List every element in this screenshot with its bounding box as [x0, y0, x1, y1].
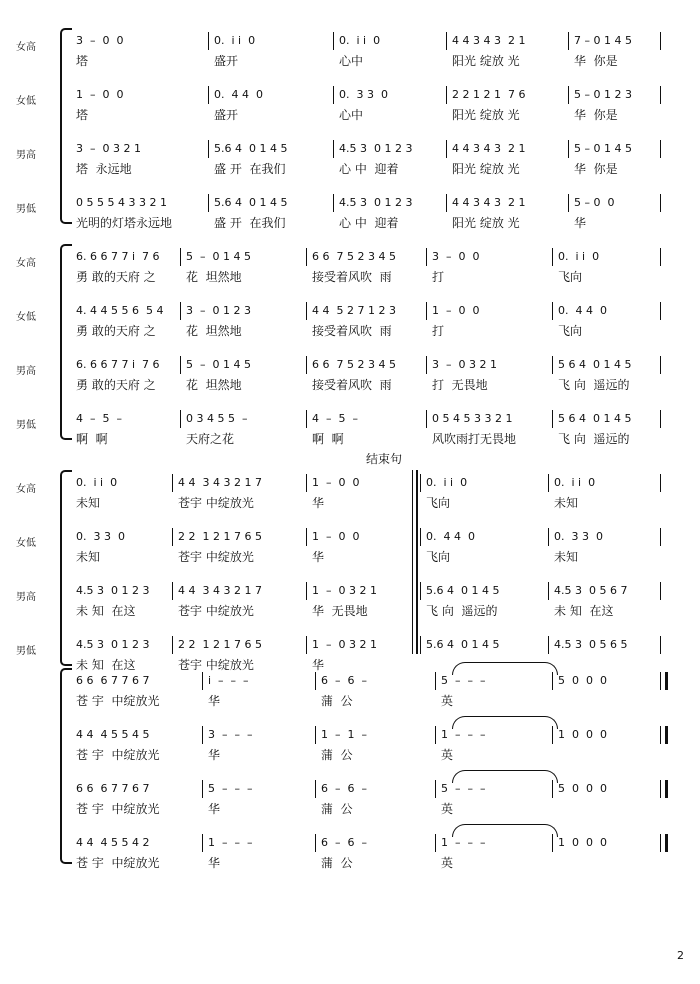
barline [180, 248, 181, 266]
measure-notes: 0. 3 3 0 [554, 530, 603, 543]
measure-lyrics: 啊 啊 [312, 432, 344, 446]
barline [446, 86, 447, 104]
tie-arc [452, 662, 558, 675]
measure-notes: 1 – – – [441, 728, 486, 741]
tie-arc [452, 716, 558, 729]
measure-lyrics: 啊 啊 [76, 432, 108, 446]
barline [660, 636, 661, 654]
measure-notes: 5 – 0 1 4 5 [186, 250, 251, 263]
measure-lyrics: 心中 [339, 54, 364, 68]
measure-lyrics: 英 [441, 802, 454, 816]
barline [202, 780, 203, 798]
barline [435, 672, 436, 690]
measure-lyrics: 飞向 [426, 496, 451, 510]
barline [568, 32, 569, 50]
measure-lyrics: 蒲 公 [321, 748, 353, 762]
measure-lyrics: 打 [432, 324, 445, 338]
barline [446, 32, 447, 50]
measure-notes: 4 4 3 4 3 2 1 7 [178, 584, 262, 597]
measure-notes: 3 – – – [208, 728, 253, 741]
barline [306, 302, 307, 320]
barline [333, 194, 334, 212]
barline [426, 410, 427, 428]
measure-notes: 4 – 5 – [76, 412, 122, 425]
measure-notes: 0. 4 4 0 [558, 304, 607, 317]
barline [180, 410, 181, 428]
measure-lyrics: 盛 开 在我们 [214, 216, 286, 230]
tie-arc [452, 824, 558, 837]
page-number: 2 [677, 949, 684, 962]
measure-notes: 0. i i 0 [426, 476, 468, 489]
voice-label: 女高 [16, 42, 36, 53]
measure-notes: 5 6 4 0 1 4 5 [558, 412, 632, 425]
measure-notes: 5 – 0 0 [574, 196, 615, 209]
voice-label: 女高 [16, 258, 36, 269]
measure-lyrics: 塔 永远地 [76, 162, 132, 176]
measure-lyrics: 未知 [554, 496, 579, 510]
measure-lyrics: 打 无畏地 [432, 378, 488, 392]
measure-lyrics: 花 坦然地 [186, 270, 242, 284]
barline [315, 780, 316, 798]
measure-lyrics: 花 坦然地 [186, 324, 242, 338]
measure-notes: 0. i i 0 [558, 250, 600, 263]
barline [552, 248, 553, 266]
measure-notes: 7 – 0 1 4 5 [574, 34, 632, 47]
measure-lyrics: 未知 [76, 496, 101, 510]
measure-lyrics: 华 [208, 748, 221, 762]
measure-lyrics: 英 [441, 694, 454, 708]
measure-notes: 5 0 0 0 [558, 782, 607, 795]
measure-notes: 4.5 3 0 1 2 3 [339, 142, 413, 155]
barline [548, 582, 549, 600]
barline [446, 194, 447, 212]
barline [208, 32, 209, 50]
measure-notes: 0. 4 4 0 [214, 88, 263, 101]
measure-lyrics: 华 [574, 216, 587, 230]
measure-notes: 1 – 0 0 [312, 476, 360, 489]
measure-notes: 3 – 0 3 2 1 [432, 358, 497, 371]
measure-notes: 0. 3 3 0 [76, 530, 125, 543]
barline [426, 356, 427, 374]
measure-lyrics: 苍宇 中绽放光 [178, 658, 254, 672]
barline [306, 356, 307, 374]
measure-lyrics: 盛开 [214, 108, 239, 122]
barline [420, 636, 421, 654]
barline [660, 780, 668, 798]
measure-notes: 5.6 4 0 1 4 5 [426, 638, 500, 651]
voice-label: 女低 [16, 96, 36, 107]
measure-lyrics: 蒲 公 [321, 802, 353, 816]
barline [446, 140, 447, 158]
voice-label: 男低 [16, 646, 36, 657]
barline [552, 302, 553, 320]
measure-notes: 1 – 0 0 [312, 530, 360, 543]
barline [568, 140, 569, 158]
barline [306, 248, 307, 266]
barline [660, 672, 668, 690]
measure-notes: 0. i i 0 [554, 476, 596, 489]
barline [568, 86, 569, 104]
measure-lyrics: 苍 宇 中绽放光 [76, 694, 160, 708]
measure-lyrics: 苍宇 中绽放光 [178, 550, 254, 564]
barline [333, 140, 334, 158]
measure-notes: 4.5 3 0 1 2 3 [339, 196, 413, 209]
barline [660, 356, 661, 374]
measure-lyrics: 华 你是 [574, 54, 618, 68]
barline [435, 726, 436, 744]
measure-notes: 6 – 6 – [321, 674, 367, 687]
barline [172, 528, 173, 546]
barline [306, 582, 307, 600]
measure-lyrics: 心中 [339, 108, 364, 122]
repeat-barline [412, 470, 418, 654]
measure-lyrics: 接受着风吹 雨 [312, 378, 392, 392]
measure-lyrics: 英 [441, 856, 454, 870]
barline [208, 86, 209, 104]
measure-lyrics: 苍宇 中绽放光 [178, 496, 254, 510]
barline [548, 528, 549, 546]
measure-lyrics: 光明的灯塔永远地 [76, 216, 173, 230]
measure-notes: 5 – 0 1 4 5 [186, 358, 251, 371]
barline [306, 474, 307, 492]
barline [435, 780, 436, 798]
barline [333, 86, 334, 104]
measure-notes: 6. 6 6 7 7 i 7 6 [76, 358, 160, 371]
system-bracket [60, 244, 72, 440]
measure-notes: 0. i i 0 [339, 34, 381, 47]
measure-lyrics: 未 知 在这 [76, 658, 136, 672]
section-label-ending: 结束句 [366, 452, 403, 466]
barline [660, 302, 661, 320]
barline [172, 636, 173, 654]
barline [180, 302, 181, 320]
measure-notes: 1 0 0 0 [558, 728, 607, 741]
barline [568, 194, 569, 212]
voice-label: 女低 [16, 538, 36, 549]
barline [172, 474, 173, 492]
measure-lyrics: 蒲 公 [321, 694, 353, 708]
measure-notes: 4 4 3 4 3 2 1 [452, 34, 526, 47]
measure-lyrics: 勇 敢的天府 之 [76, 378, 156, 392]
measure-notes: 0. 3 3 0 [339, 88, 388, 101]
measure-notes: i – – – [208, 674, 249, 687]
measure-notes: 5 – 0 1 2 3 [574, 88, 632, 101]
barline [315, 726, 316, 744]
measure-notes: 4.5 3 0 5 6 5 [554, 638, 628, 651]
measure-lyrics: 盛开 [214, 54, 239, 68]
measure-notes: 1 – 0 0 [432, 304, 480, 317]
measure-notes: 4. 4 4 5 5 6 5 4 [76, 304, 164, 317]
barline [306, 410, 307, 428]
measure-lyrics: 阳光 绽放 光 [452, 108, 520, 122]
measure-notes: 6 – 6 – [321, 836, 367, 849]
barline [306, 528, 307, 546]
measure-lyrics: 盛 开 在我们 [214, 162, 286, 176]
barline [172, 582, 173, 600]
barline [208, 140, 209, 158]
measure-lyrics: 未知 [76, 550, 101, 564]
measure-notes: 4 4 3 4 3 2 1 7 [178, 476, 262, 489]
measure-notes: 1 – – – [208, 836, 253, 849]
measure-lyrics: 风吹雨打无畏地 [432, 432, 517, 446]
barline [660, 582, 661, 600]
barline [315, 672, 316, 690]
barline [660, 86, 661, 104]
measure-lyrics: 华 [312, 550, 325, 564]
measure-notes: 4.5 3 0 1 2 3 [76, 584, 150, 597]
barline [548, 474, 549, 492]
barline [202, 834, 203, 852]
measure-lyrics: 心 中 迎着 [339, 162, 399, 176]
measure-notes: 1 0 0 0 [558, 836, 607, 849]
barline [660, 410, 661, 428]
measure-notes: 1 – – – [441, 836, 486, 849]
measure-lyrics: 华 [312, 496, 325, 510]
voice-label: 男低 [16, 204, 36, 215]
barline [660, 194, 661, 212]
measure-notes: 2 2 1 2 1 7 6 5 [178, 530, 262, 543]
barline [420, 528, 421, 546]
barline [315, 834, 316, 852]
measure-notes: 2 2 1 2 1 7 6 5 [178, 638, 262, 651]
barline [660, 726, 668, 744]
measure-lyrics: 阳光 绽放 光 [452, 162, 520, 176]
measure-notes: 4 – 5 – [312, 412, 358, 425]
measure-lyrics: 未 知 在这 [76, 604, 136, 618]
barline [180, 356, 181, 374]
measure-notes: 0 5 4 5 3 3 2 1 [432, 412, 513, 425]
measure-notes: 5.6 4 0 1 4 5 [214, 142, 288, 155]
measure-notes: 5 – – – [208, 782, 253, 795]
measure-notes: 0 3 4 5 5 – [186, 412, 248, 425]
measure-lyrics: 阳光 绽放 光 [452, 216, 520, 230]
measure-notes: 0. i i 0 [76, 476, 118, 489]
measure-notes: 6 6 7 5 2 3 4 5 [312, 358, 396, 371]
barline [435, 834, 436, 852]
barline [306, 636, 307, 654]
measure-notes: 5 0 0 0 [558, 674, 607, 687]
measure-lyrics: 未知 [554, 550, 579, 564]
measure-notes: 4 4 4 5 5 4 5 [76, 728, 150, 741]
voice-label: 男高 [16, 366, 36, 377]
measure-lyrics: 蒲 公 [321, 856, 353, 870]
measure-lyrics: 飞向 [426, 550, 451, 564]
measure-notes: 1 – 1 – [321, 728, 367, 741]
measure-notes: 5 – 0 1 4 5 [574, 142, 632, 155]
measure-lyrics: 飞 向 遥远的 [426, 604, 498, 618]
barline [202, 672, 203, 690]
measure-lyrics: 飞 向 遥远的 [558, 432, 630, 446]
measure-lyrics: 勇 敢的天府 之 [76, 270, 156, 284]
measure-lyrics: 天府之花 [186, 432, 235, 446]
measure-lyrics: 华 你是 [574, 108, 618, 122]
barline [552, 356, 553, 374]
measure-lyrics: 勇 敢的天府 之 [76, 324, 156, 338]
barline [552, 410, 553, 428]
barline [202, 726, 203, 744]
measure-lyrics: 接受着风吹 雨 [312, 270, 392, 284]
barline [426, 302, 427, 320]
measure-notes: 6 6 6 7 7 6 7 [76, 674, 150, 687]
measure-lyrics: 飞 向 遥远的 [558, 378, 630, 392]
measure-lyrics: 苍 宇 中绽放光 [76, 748, 160, 762]
measure-notes: 1 – 0 3 2 1 [312, 584, 377, 597]
measure-lyrics: 心 中 迎着 [339, 216, 399, 230]
measure-notes: 4 4 4 5 5 4 2 [76, 836, 150, 849]
barline [660, 528, 661, 546]
system-bracket [60, 470, 72, 666]
measure-notes: 0. 4 4 0 [426, 530, 475, 543]
measure-notes: 5 – – – [441, 674, 486, 687]
measure-lyrics: 苍宇 中绽放光 [178, 604, 254, 618]
measure-notes: 2 2 1 2 1 7 6 [452, 88, 526, 101]
measure-lyrics: 华 [208, 694, 221, 708]
measure-notes: 3 – 0 0 [76, 34, 124, 47]
system-bracket [60, 28, 72, 224]
measure-lyrics: 花 坦然地 [186, 378, 242, 392]
measure-notes: 6 6 6 7 7 6 7 [76, 782, 150, 795]
measure-notes: 4.5 3 0 1 2 3 [76, 638, 150, 651]
measure-lyrics: 未 知 在这 [554, 604, 614, 618]
tie-arc [452, 770, 558, 783]
measure-notes: 4 4 3 4 3 2 1 [452, 196, 526, 209]
measure-notes: 1 – 0 0 [76, 88, 124, 101]
measure-lyrics: 飞向 [558, 324, 583, 338]
measure-notes: 5 6 4 0 1 4 5 [558, 358, 632, 371]
system-bracket [60, 668, 72, 864]
measure-notes: 5.6 4 0 1 4 5 [426, 584, 500, 597]
measure-lyrics: 华 无畏地 [312, 604, 368, 618]
voice-label: 男高 [16, 592, 36, 603]
measure-lyrics: 塔 [76, 108, 89, 122]
measure-lyrics: 塔 [76, 54, 89, 68]
barline [420, 582, 421, 600]
voice-label: 女高 [16, 484, 36, 495]
barline [208, 194, 209, 212]
measure-notes: 5.6 4 0 1 4 5 [214, 196, 288, 209]
measure-lyrics: 飞向 [558, 270, 583, 284]
measure-notes: 0 5 5 5 4 3 3 2 1 [76, 196, 167, 209]
measure-lyrics: 华 你是 [574, 162, 618, 176]
barline [660, 248, 661, 266]
measure-notes: 3 – 0 3 2 1 [76, 142, 141, 155]
measure-lyrics: 华 [208, 856, 221, 870]
measure-notes: 4 4 5 2 7 1 2 3 [312, 304, 396, 317]
measure-notes: 5 – – – [441, 782, 486, 795]
measure-notes: 4 4 3 4 3 2 1 [452, 142, 526, 155]
barline [660, 140, 661, 158]
voice-label: 男低 [16, 420, 36, 431]
measure-notes: 1 – 0 3 2 1 [312, 638, 377, 651]
measure-lyrics: 阳光 绽放 光 [452, 54, 520, 68]
measure-lyrics: 华 [208, 802, 221, 816]
barline [333, 32, 334, 50]
barline [660, 474, 661, 492]
voice-label: 女低 [16, 312, 36, 323]
measure-notes: 6 – 6 – [321, 782, 367, 795]
measure-notes: 3 – 0 0 [432, 250, 480, 263]
measure-lyrics: 华 [312, 658, 325, 672]
barline [420, 474, 421, 492]
measure-notes: 0. i i 0 [214, 34, 256, 47]
measure-lyrics: 苍 宇 中绽放光 [76, 856, 160, 870]
measure-notes: 4.5 3 0 5 6 7 [554, 584, 628, 597]
barline [548, 636, 549, 654]
barline [660, 834, 668, 852]
measure-notes: 3 – 0 1 2 3 [186, 304, 251, 317]
barline [426, 248, 427, 266]
measure-notes: 6 6 7 5 2 3 4 5 [312, 250, 396, 263]
barline [660, 32, 661, 50]
measure-lyrics: 英 [441, 748, 454, 762]
measure-lyrics: 打 [432, 270, 445, 284]
measure-lyrics: 苍 宇 中绽放光 [76, 802, 160, 816]
measure-notes: 6. 6 6 7 7 i 7 6 [76, 250, 160, 263]
voice-label: 男高 [16, 150, 36, 161]
measure-lyrics: 接受着风吹 雨 [312, 324, 392, 338]
